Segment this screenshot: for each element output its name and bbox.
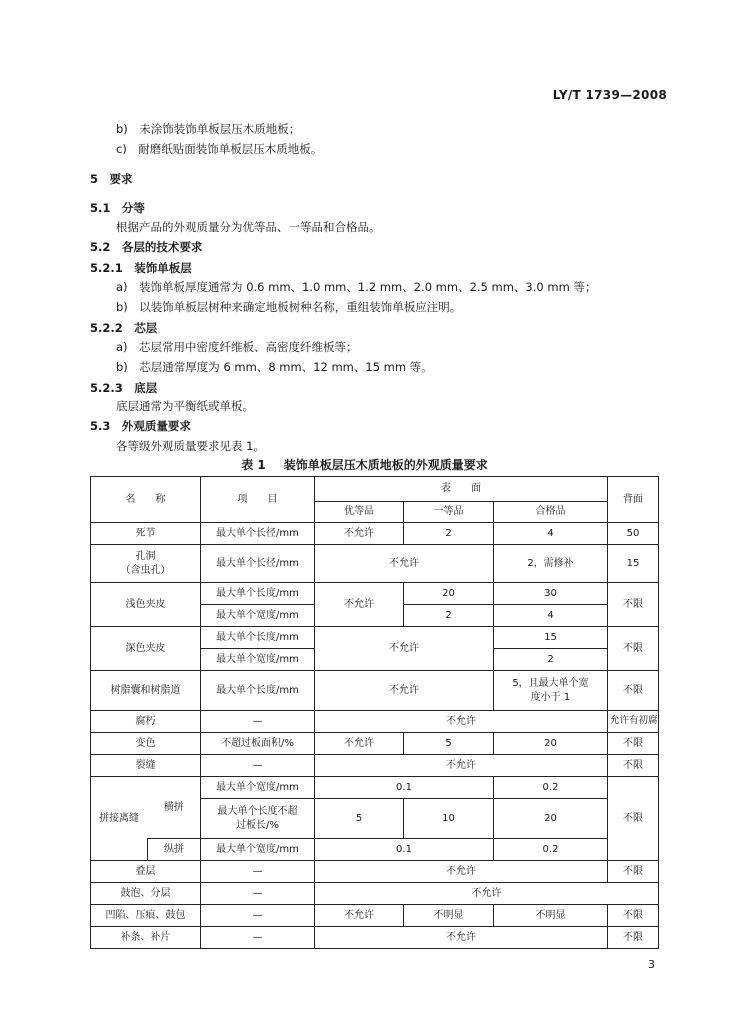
cell: 不限 <box>608 583 659 627</box>
cell: 5，且最大单个宽度小于 1 <box>494 671 608 711</box>
table-row <box>91 627 659 649</box>
table-row <box>91 839 659 861</box>
row-item: 不超过板面积/% <box>201 733 315 755</box>
row-item: — <box>201 883 315 905</box>
cell: 2，需修补 <box>494 545 608 583</box>
cell: 2 <box>404 605 494 627</box>
list-item-a: a) 装饰单板厚度通常为 0.6 mm、1.0 mm、1.2 mm、2.0 mm、2.5 mm、3.0 mm 等； <box>116 280 597 294</box>
row-name: 孔洞 （含虫孔） <box>91 545 201 583</box>
cell: 不限 <box>608 905 659 927</box>
cell: 不限 <box>608 777 659 861</box>
row-name: 浅色夹皮 <box>91 583 201 627</box>
table-row <box>91 671 659 711</box>
cell: 不允许 <box>315 927 608 949</box>
cell: 不限 <box>608 927 659 949</box>
row-item: 最大单个宽度/mm <box>201 839 315 861</box>
cell: 15 <box>494 627 608 649</box>
row-item: — <box>201 861 315 883</box>
section-5-heading: 5 要求 <box>90 172 133 186</box>
paragraph: 各等级外观质量要求见表 1。 <box>116 439 265 453</box>
cell: 不限 <box>608 733 659 755</box>
cell: 不允许 <box>315 545 494 583</box>
row-name: 鼓泡、分层 <box>91 883 201 905</box>
cell: 5 <box>315 799 404 839</box>
cell: 0.1 <box>315 777 494 799</box>
cell: 50 <box>608 523 659 545</box>
table-row <box>91 777 659 799</box>
header-back: 背面 <box>608 477 659 523</box>
header-item: 项 目 <box>201 477 315 523</box>
table-caption <box>0 456 729 473</box>
list-item-b: b) 芯层通常厚度为 6 mm、8 mm、12 mm、15 mm 等。 <box>116 360 433 374</box>
cell: 15 <box>608 545 659 583</box>
page-number: 3 <box>648 958 655 971</box>
table-header-row <box>91 477 659 502</box>
section-5-3-heading: 5.3 外观质量要求 <box>90 419 191 433</box>
row-item: — <box>201 755 315 777</box>
row-item: — <box>201 927 315 949</box>
cell: 2 <box>494 649 608 671</box>
cell: 0.2 <box>494 777 608 799</box>
row-name: 拼接离缝 <box>91 777 148 861</box>
section-5-1-heading: 5.1 分等 <box>90 201 145 215</box>
row-item: 最大单个宽度/mm <box>201 649 315 671</box>
section-5-2-1-heading: 5.2.1 装饰单板层 <box>90 261 192 275</box>
cell: 4 <box>494 605 608 627</box>
cell: 30 <box>494 583 608 605</box>
standard-number: LY/T 1739—2008 <box>552 88 667 102</box>
table-title: 装饰单板层压木质地板的外观质量要求 <box>283 458 488 472</box>
section-5-2-3-heading: 5.2.3 底层 <box>90 381 158 395</box>
table-row <box>91 583 659 605</box>
cell: 不限 <box>608 671 659 711</box>
row-item: 最大单个宽度/mm <box>201 777 315 799</box>
header-grade-first: 一等品 <box>404 502 494 523</box>
row-item: 最大单个长度/mm <box>201 671 315 711</box>
cell: 不允许 <box>315 905 404 927</box>
cell: 20 <box>494 733 608 755</box>
cell: 不允许 <box>315 627 494 671</box>
row-name: 树脂囊和树脂道 <box>91 671 201 711</box>
table-row <box>91 733 659 755</box>
cell: 不限 <box>608 755 659 777</box>
row-item: 最大单个长度/mm <box>201 583 315 605</box>
row-name: 深色夹皮 <box>91 627 201 671</box>
list-item-b: b) 以装饰单板层树种来确定地板树种名称，重组装饰单板应注明。 <box>116 300 462 314</box>
table-label: 表 1 <box>241 458 266 472</box>
cell: 不明显 <box>494 905 608 927</box>
row-item: 最大单个长径/mm <box>201 523 315 545</box>
row-item: 最大单个宽度/mm <box>201 605 315 627</box>
row-subname: 纵拼 <box>148 839 201 861</box>
cell: 不限 <box>608 627 659 671</box>
row-item: 最大单个长度不超过板长/% <box>201 799 315 839</box>
section-5-2-heading: 5.2 各层的技术要求 <box>90 240 203 254</box>
cell: 不允许 <box>315 733 404 755</box>
table-row <box>91 883 659 905</box>
row-name: 死节 <box>91 523 201 545</box>
row-item: 最大单个长径/mm <box>201 545 315 583</box>
list-item-c: c) 耐磨纸贴面装饰单板层压木质地板。 <box>116 142 323 156</box>
cell: 不允许 <box>315 671 494 711</box>
header-grade-premium: 优等品 <box>315 502 404 523</box>
cell: 不允许 <box>315 755 608 777</box>
cell: 不允许 <box>315 861 608 883</box>
cell: 20 <box>404 583 494 605</box>
cell: 不明显 <box>404 905 494 927</box>
row-name: 叠层 <box>91 861 201 883</box>
cell: 0.1 <box>315 839 494 861</box>
row-name: 裂缝 <box>91 755 201 777</box>
cell: 5 <box>404 733 494 755</box>
cell: 10 <box>404 799 494 839</box>
table-row <box>91 545 659 583</box>
row-subname: 横拼 <box>148 777 201 839</box>
appearance-quality-table <box>90 476 659 949</box>
list-item-a: a) 芯层常用中密度纤维板、高密度纤维板等； <box>116 340 358 354</box>
cell: 20 <box>494 799 608 839</box>
row-item: — <box>201 711 315 733</box>
row-item: — <box>201 905 315 927</box>
cell: 4 <box>494 523 608 545</box>
cell: 不允许 <box>315 583 404 627</box>
paragraph: 根据产品的外观质量分为优等品、一等品和合格品。 <box>116 220 381 234</box>
row-name: 凹陷、压痕、鼓包 <box>91 905 201 927</box>
table-row <box>91 711 659 733</box>
table-row <box>91 861 659 883</box>
row-name: 补条、补片 <box>91 927 201 949</box>
table-row <box>91 927 659 949</box>
row-name: 变色 <box>91 733 201 755</box>
header-surface: 表 面 <box>315 477 608 502</box>
row-name: 腐朽 <box>91 711 201 733</box>
cell: 允许有初腐 <box>608 711 659 733</box>
section-5-2-2-heading: 5.2.2 芯层 <box>90 321 158 335</box>
table-row <box>91 905 659 927</box>
table-row <box>91 523 659 545</box>
list-item-b: b) 未涂饰装饰单板层压木质地板； <box>116 122 301 136</box>
header-grade-qualified: 合格品 <box>494 502 608 523</box>
cell: 不允许 <box>315 523 404 545</box>
cell: 0.2 <box>494 839 608 861</box>
paragraph: 底层通常为平衡纸或单板。 <box>116 399 254 413</box>
cell: 2 <box>404 523 494 545</box>
cell: 不允许 <box>315 711 608 733</box>
cell: 不限 <box>608 861 659 883</box>
row-item: 最大单个长度/mm <box>201 627 315 649</box>
table-row <box>91 755 659 777</box>
header-name: 名 称 <box>91 477 201 523</box>
cell: 不允许 <box>315 883 659 905</box>
